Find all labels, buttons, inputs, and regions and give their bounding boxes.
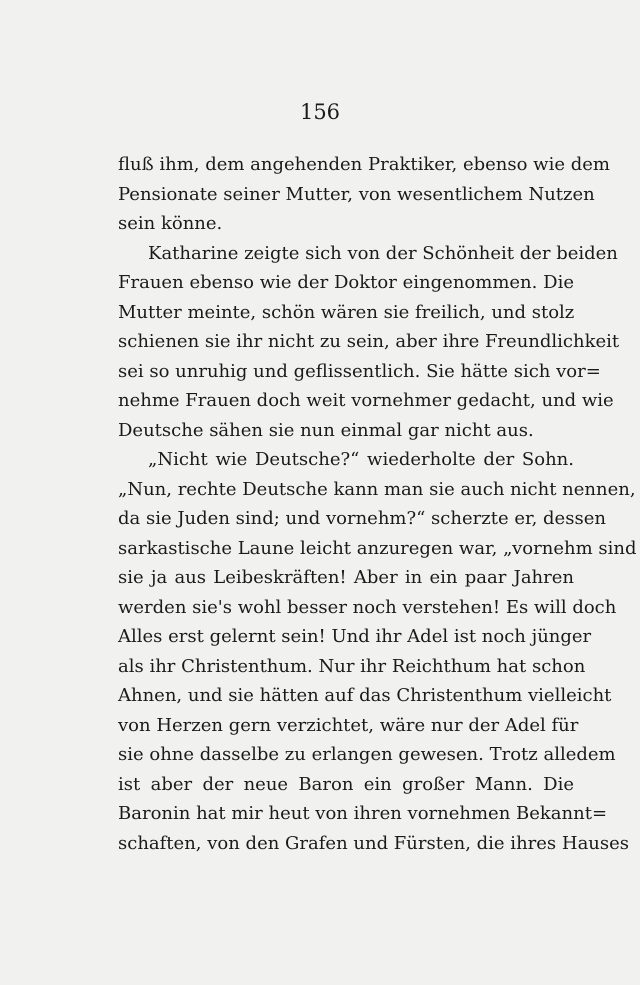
text-line: sie ohne dasselbe zu erlangen gewesen. Trotz alledem [118,744,616,765]
text-line: schienen sie ihr nicht zu sein, aber ihre Freundlichkeit [118,331,620,352]
text-line: von Herzen gern verzichtet, wäre nur der Adel für [118,714,579,736]
text-line: „Nicht wie Deutsche?“ wiederholte der Sohn. [148,449,574,470]
text-line: Ahnen, und sie hätten auf das Christenthum vielleicht [118,685,612,706]
text-line: sei so unruhig und geflissentlich. Sie hätte sich vor= [118,360,601,382]
text-line: nehme Frauen doch weit vornehmer gedacht, und wie [118,390,614,411]
page-number: 156 [299,100,341,124]
text-line: Mutter meinte, schön wären sie freilich, und stolz [118,301,575,323]
text-line: sarkastische Laune leicht anzuregen war, „vornehm sind [118,537,637,559]
text-line: schaften, von den Grafen und Fürsten, die ihres Hauses [118,832,630,854]
text-line: Alles erst gelernt sein! Und ihr Adel ist noch jünger [118,626,592,647]
text-line: ist aber der neue Baron ein großer Mann. Die [118,773,574,795]
text-line: da sie Juden sind; und vornehm?“ scherzte er, dessen [118,508,606,529]
text-line: als ihr Christenthum. Nur ihr Reichthum hat schon [118,655,586,677]
text-line: sein könne. [118,213,223,234]
text-line: Katharine zeigte sich von der Schönheit der beiden [148,242,618,264]
text-line: „Nun, rechte Deutsche kann man sie auch nicht nennen, [118,478,636,500]
text-line: Frauen ebenso wie der Doktor eingenommen. Die [118,272,574,293]
text-line: fluß ihm, dem angehenden Praktiker, ebenso wie dem [118,154,610,175]
text-line: werden sie's wohl besser noch verstehen! Es will doch [118,596,617,618]
text-line: Deutsche sähen sie nun einmal gar nicht aus. [118,419,534,441]
body-text [118,150,637,858]
text-line: Pensionate seiner Mutter, von wesentlichem Nutzen [118,183,595,205]
text-line: sie ja aus Leibeskräften! Aber in ein paar Jahren [118,567,574,588]
text-line: Baronin hat mir heut von ihren vornehmen Bekannt= [118,803,608,824]
